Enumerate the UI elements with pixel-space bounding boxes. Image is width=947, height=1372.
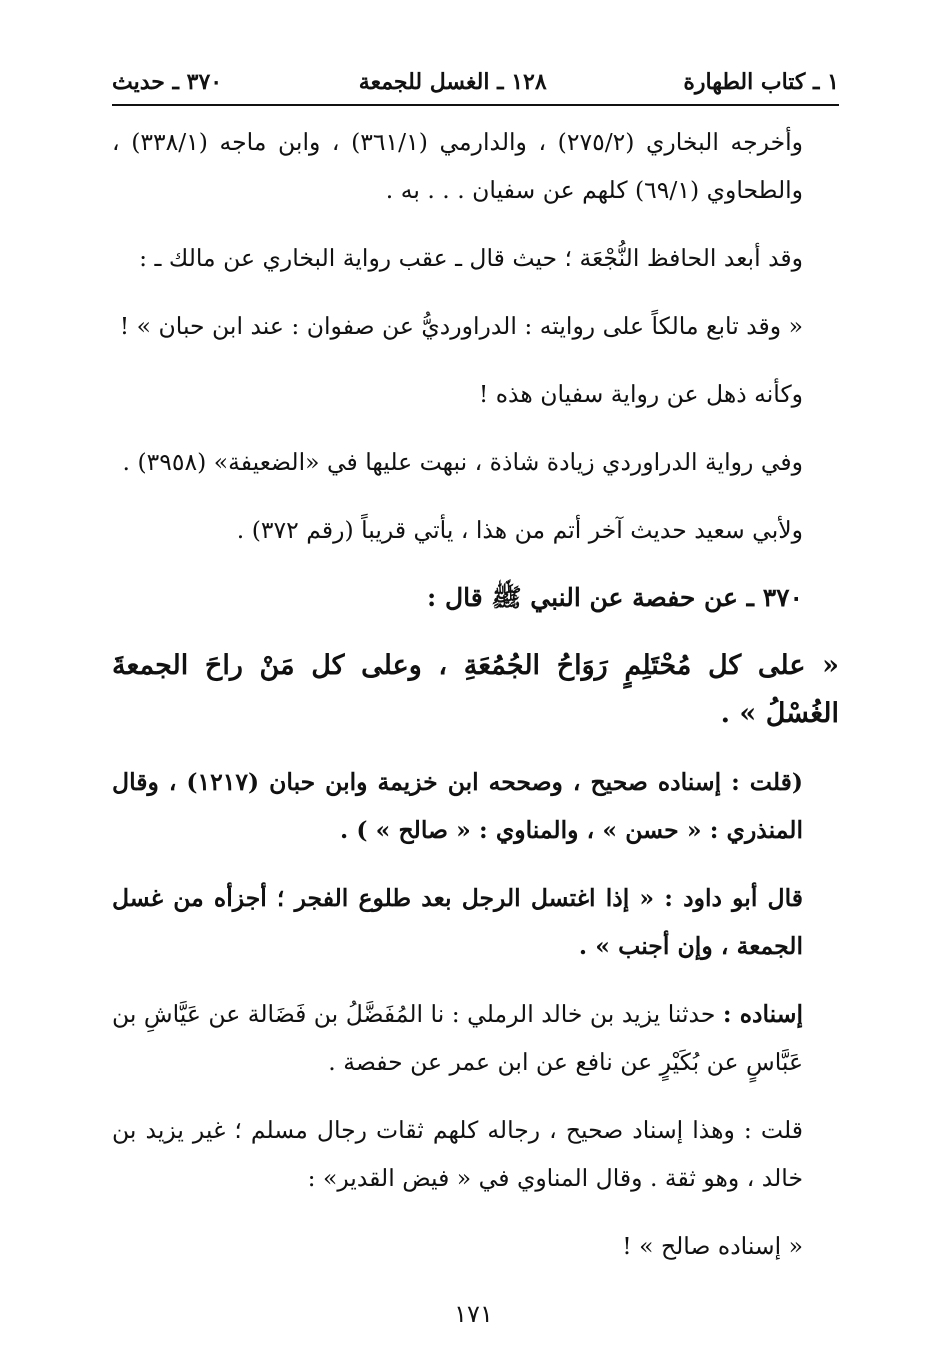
paragraph-shadh-note: وفي رواية الدراوردي زيادة شاذة ، نبهت عليها في «الضعيفة» (٣٩٥٨) .: [122, 448, 803, 476]
isnad-paragraph: [112, 990, 839, 1086]
abu-dawud-note: قال أبو داود : « إذا اغتسل الرجل بعد طلوع الفجر ؛ أجزأه من غسل الجمعة ، وإن أجنب » .: [112, 884, 803, 960]
header-chapter-title: ١٢٨ ـ الغسل للجمعة: [358, 69, 547, 95]
paragraph-cross-reference: ولأبي سعيد حديث آخر أتم من هذا ، يأتي قريباً (رقم ٣٧٢) .: [236, 516, 803, 544]
header-hadith-number: ٣٧٠ ـ حديث: [112, 69, 223, 95]
hadith-text: « على كل مُحْتَلِمٍ رَوَاحُ الجُمُعَةِ ، وعلى كل مَنْ راحَ الجمعةَ الغُسْلُ » .: [112, 650, 839, 729]
isnad-label: إسناده :: [722, 1000, 803, 1028]
munawi-quote: « إسناده صالح » !: [622, 1232, 803, 1260]
running-header: [112, 62, 839, 102]
isnad-text: حدثنا يزيد بن خالد الرملي : نا المُفَضَّلُ بن فَضَالة عن عَيَّاشِ بن عَبَّاسٍ عن بُكَيْرٍ عن نافع عن ابن عمر عن حفصة .: [112, 1000, 803, 1076]
header-book-title: ١ ـ كتاب الطهارة: [683, 69, 839, 95]
paragraph-quote: « وقد تابع مالكاً على روايته : الدراورديُّ عن صفوان : عند ابن حبان » !: [119, 312, 803, 340]
header-divider: [112, 104, 839, 106]
page-number: ١٧١: [454, 1300, 493, 1328]
paragraph-comment: وقد أبعد الحافظ النُّجْعَة ؛ حيث قال ـ عقب رواية البخاري عن مالك ـ :: [139, 244, 803, 272]
isnad-comment: قلت : وهذا إسناد صحيح ، رجاله كلهم ثقات رجال مسلم ؛ غير يزيد بن خالد ، وهو ثقة . وقال المناوي في « فيض القدير» :: [112, 1116, 803, 1192]
page-body: [112, 118, 839, 1290]
paragraph-takhrij: وأخرجه البخاري (٢٧٥/٢) ، والدارمي (٣٦١/١) ، وابن ماجه (٣٣٨/١) ، والطحاوي (٦٩/١) كلهم عن سفيان . . . به .: [112, 128, 803, 204]
paragraph-remark: وكأنه ذهل عن رواية سفيان هذه !: [478, 380, 803, 408]
grading-note: (قلت : إسناده صحيح ، وصححه ابن خزيمة وابن حبان (١٢١٧) ، وقال المنذري : « حسن » ، والمناوي : « صالح » ) .: [112, 768, 804, 844]
hadith-heading: ٣٧٠ ـ عن حفصة عن النبي ﷺ قال :: [427, 583, 803, 612]
